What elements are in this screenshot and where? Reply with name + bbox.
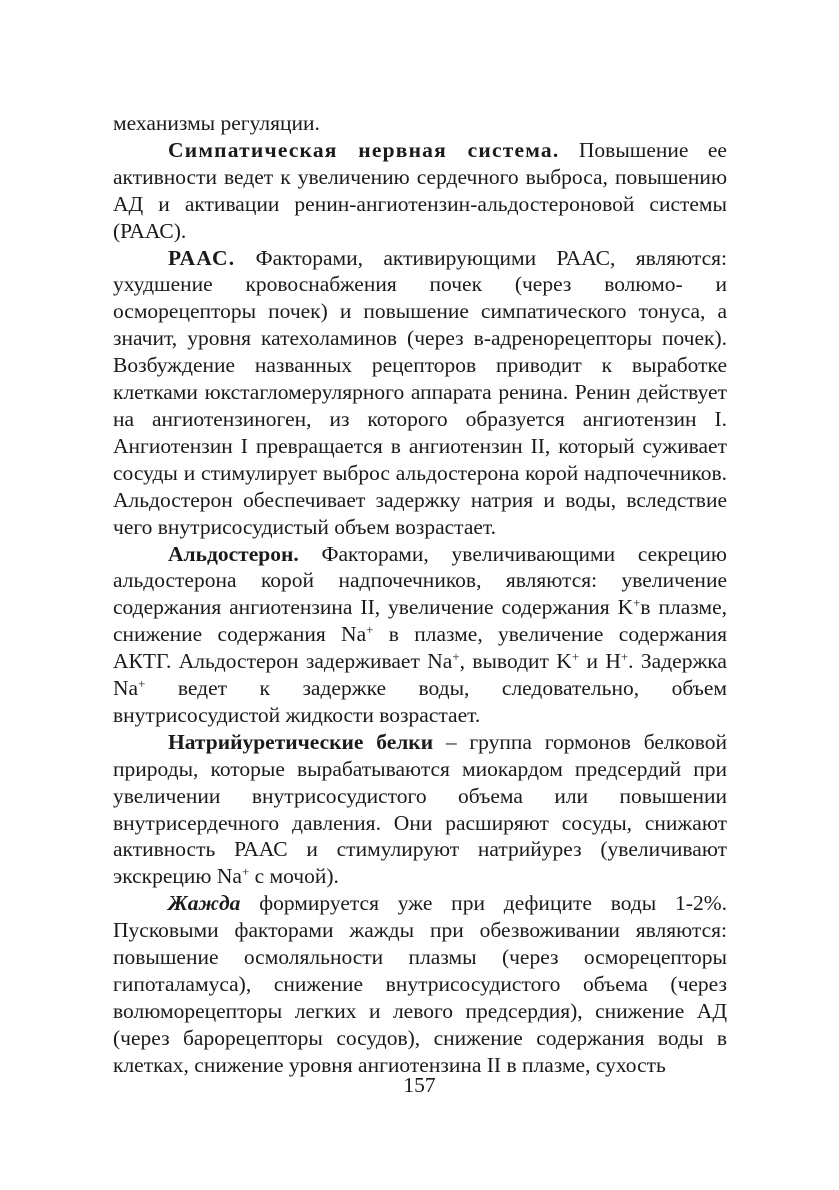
heading-natriuretic: Натрийуретические белки — [168, 729, 434, 754]
paragraph-raas: РААС. Факторами, активирующими РААС, являются: ухудшение кровоснабжения почек (через волюмо- и осморецепторы почек) и повышение симпатического тонуса, а значит, уровня катехоламинов (через в-адренорецепторы почек). Возбуждение названных рецепторов приводит к выработке клетками юкстагломерулярного аппарата ренина. Ренин действует на ангиотензиноген, из которого образуется ангиотензин I. Ангиотензин I превращается в ангиотензин II, который суживает сосуды и стимулирует выброс альдостерона корой надпочечников. Альдостерон обеспечивает задержку натрия и воды, вследствие чего внутрисосудистый объем возрастает. — [113, 245, 727, 539]
paragraph-thirst: Жажда формируется уже при дефиците воды 1-2%. Пусковыми факторами жажды при обезвоживании являются: повышение осмоляльности плазмы (через осморецепторы гипоталамуса), снижение внутрисосудистого объема (через волюморецепторы легких и левого предсердия), снижение АД (через барорецепторы сосудов), снижение содержания воды в клетках, снижение уровня ангиотензина II в плазме, сухость — [113, 891, 727, 1077]
page-number: 157 — [403, 1073, 436, 1097]
paragraph-natriuretic: Натрийуретические белки – группа гормонов белковой природы, которые вырабатываются миокардом предсердий при увеличении внутрисосудистого объема или повышении внутрисердечного давления. Они расширяют сосуды, снижают активность РААС и стимулируют натрийурез (увеличивают экскрецию Na+ с мочой). — [113, 729, 727, 889]
heading-raas: РААС. — [168, 245, 236, 270]
heading-aldosterone: Альдостерон. — [168, 541, 299, 566]
heading-sympathetic: Симпатическая нервная система. — [168, 137, 560, 162]
paragraph-continuation: механизмы регуляции. — [113, 111, 320, 135]
paragraph-sympathetic: Симпатическая нервная система. Повышение ее активности ведет к увеличению сердечного выброса, повышению АД и активации ренин-ангиотензин-альдостероновой системы (РААС). — [113, 137, 727, 243]
heading-thirst: Жажда — [168, 891, 241, 916]
page-body — [113, 110, 727, 1079]
paragraph-aldosterone: Альдостерон. Факторами, увеличивающими секрецию альдостерона корой надпочечников, являются: увеличение содержания ангиотензина II, увеличение содержания K+в плазме, снижение содержания Na+ в плазме, увеличение содержания АКТГ. Альдостерон задерживает Na+, выводит K+ и H+. Задержка Na+ ведет к задержке воды, следовательно, объем внутрисосудистой жидкости возрастает. — [113, 541, 728, 727]
